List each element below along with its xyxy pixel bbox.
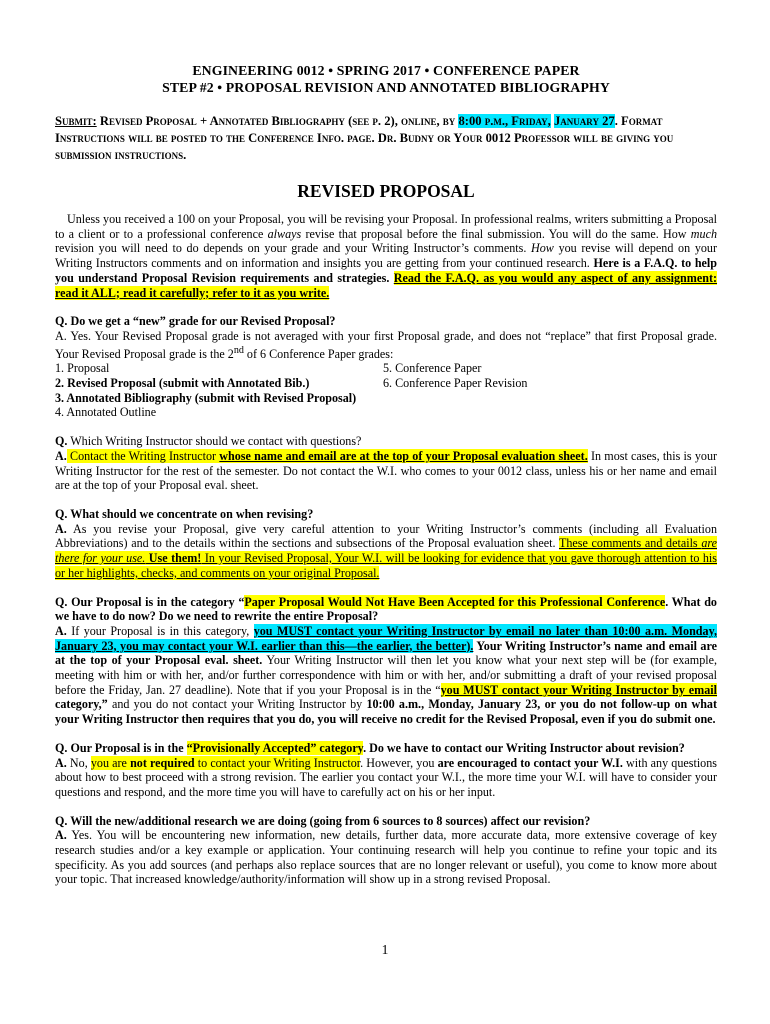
submit-text-1: Revised Proposal + Annotated Bibliography (see p. 2), online, by [99,114,459,128]
answer [55,756,717,800]
answer-text: and you do not contact your Writing Instructor by [107,697,367,712]
answer-text: As you revise your Proposal, give very careful attention to your Writing Instructor’s comments (including all Evaluation Abbreviations) and to the details within the sections and subsections of the Proposal evaluation sheet. [55,521,717,551]
question-text: Q. Our Proposal is in the [55,740,187,755]
answer-label: A. [55,623,67,638]
list-item: 2. Revised Proposal (submit with Annotated Bib.) [55,376,310,391]
question-highlight: “Provisionally Accepted” category [186,740,364,755]
question: Q. Will the new/additional research we are doing (going from 6 sources to 8 sources) affect our revision? [55,813,591,828]
header [55,62,717,96]
submit-label: Submit: [55,114,97,128]
answer-label: A. [55,755,67,770]
section-title: REVISED PROPOSAL [297,181,475,201]
list-item: 3. Annotated Bibliography (submit with Revised Proposal) [55,390,357,405]
deadline-time: 8:00 p.m., Friday, [458,114,551,128]
faq-q1 [55,314,717,420]
answer [55,828,717,887]
answer-bold: are encouraged to contact your W.I. [437,755,623,770]
superscript: nd [233,344,244,356]
answer [55,449,717,493]
question-text: Which Writing Instructor should we contact with questions? [67,434,362,449]
answer-highlight: you MUST contact your Writing Instructor by email [440,682,718,697]
intro-bold: Here is a F.A.Q. to help you understand Proposal Revision requirements and strategies. [55,256,718,285]
header-line-1: ENGINEERING 0012 • SPRING 2017 • CONFERENCE PAPER [192,63,580,78]
answer-label: A. [55,521,67,536]
intro-emphasis: much [690,226,717,241]
grade-list [55,361,717,420]
page-number: 1 [381,942,389,957]
question-text: Q. Our Proposal is in the category “ [55,594,245,609]
answer-text: . However, you [360,755,438,770]
intro-emphasis: always [267,226,302,241]
answer-highlight: whose name and email are at the top of your Proposal evaluation sheet. [219,448,588,463]
intro-text: revision you will need to do depends on your grade and your Writing Instructor’s comments. [55,241,532,256]
answer-bold: 10:00 a.m., Monday, January 23, or you do not follow-up on what your Writing Instructor then requires that you do, you will receive no credit for the Revised Proposal, even if you do submit one. [55,697,717,727]
list-item: 1. Proposal [55,361,110,376]
question-highlight: Paper Proposal Would Not Have Been Accepted for this Professional Conference [244,594,666,609]
answer-text: Yes. You will be encountering new information, new details, further data, more accurate data, more extensive coverage of key research studies and/or a key example or application. Your continuing research will help you continue to refine your topic and its specificity. As you add sources (and perhaps also replace sources that are no longer relevant or useful), you come to know more about your topic. That increased knowledge/authority/information will show up in a strong revised Proposal. [55,828,717,887]
answer-highlight: are there for your use. [55,536,717,566]
list-item: 4. Annotated Outline [55,405,157,420]
deadline-date: January 27 [553,114,615,128]
header-line-2: STEP #2 • PROPOSAL REVISION AND ANNOTATED BIBLIOGRAPHY [162,80,610,95]
submit-text-2: . Format Instructions will be posted to the Conference Info. page. Dr. Budny or Your 0012 Professor will be giving you submission instructions. [55,114,674,162]
answer-highlight: These comments and details [558,536,702,551]
answer [55,522,717,581]
intro-text: you revise will depend on your Writing Instructors comments and on information and insights you are getting from your continued research. [55,241,717,271]
answer-highlight: you MUST contact your Writing Instructor by email no later than 10:00 a.m. Monday, January 23, you may contact your W.I. earlier than this—the earlier, the better). [55,623,717,653]
faq-q5 [55,741,717,800]
question [55,741,717,756]
list-item: 6. Conference Paper Revision [383,376,528,391]
question-text: . What do we have to do now? Do we need to rewrite the entire Proposal? [55,594,717,624]
intro-emphasis: How [531,241,554,256]
intro-text: revise that proposal before the final submission. You will do the same. How [301,226,691,241]
answer-text: A. Yes. Your Revised Proposal grade is not averaged with your first Proposal grade, and does not “replace” that first Proposal grade. Your Revised Proposal grade is the 2 [55,328,717,361]
submit-instructions [55,113,717,164]
answer-label: A. [55,828,67,843]
answer-text: of 6 Conference Paper grades: [243,346,394,361]
intro-highlight: Read the F.A.Q. as you would any aspect of any assignment: read it ALL; read it carefully; refer to it as you write. [55,270,718,300]
answer-text: with any questions about how to best proceed with a strong revision. The earlier you contact your W.I., the more time your W.I. will have to consider your questions and respond, and the more time you will have to carefully act on his or her input. [55,755,717,799]
answer-bold: category,” [55,697,108,712]
faq-q2 [55,434,717,493]
question [55,595,717,624]
list-item: 5. Conference Paper [383,361,482,376]
intro-paragraph [55,212,717,300]
answer-highlight: not required [130,755,195,770]
document-page [55,62,717,887]
answer-highlight: you are [90,755,131,770]
question: Q. What should we concentrate on when revising? [55,506,314,521]
faq-q3 [55,507,717,581]
answer [55,624,717,727]
answer-label: A. [55,448,67,463]
question: Q. Do we get a “new” grade for our Revised Proposal? [55,314,336,329]
answer-text: In most cases, this is your Writing Instructor for the rest of the semester. Do not contact the W.I. who comes to your 0012 class, unless his or her name and email are at the top of your Proposal eval. sheet. [55,448,718,493]
answer-highlight: Contact the Writing Instructor [66,448,220,463]
answer-highlight: In your Revised Proposal, Your W.I. will be looking for evidence that you gave thorough attention to his or her highlights, checks, and comments on your original Proposal. [55,551,718,580]
answer-text: No, [66,755,91,770]
answer-bold: Your Writing Instructor’s name and email are at the top of your Proposal eval. sheet. [55,638,718,668]
question-label: Q. [55,434,68,449]
faq-q6 [55,814,717,888]
faq-q4 [55,595,717,727]
question [55,434,717,449]
question-text: . Do we have to contact our Writing Instructor about revision? [363,740,685,755]
intro-text: Unless you received a 100 on your Proposal, you will be revising your Proposal. In professional realms, writers submitting a Proposal to a client or to a professional conference [55,212,717,241]
answer [55,329,717,361]
answer-text: If your Proposal is in this category, [66,623,254,638]
answer-highlight: Use them! [145,551,202,566]
answer-highlight: to contact your Writing Instructor [194,755,361,770]
answer-text: Your Writing Instructor will then let you know what your next step will be (for example, meeting with him or with her, and/or further correspondence with him or with her, and/or submitting a draft of your revised proposal before the Friday, Jan. 27 deadline). Note that if you your Proposal is in the “ [55,653,717,697]
